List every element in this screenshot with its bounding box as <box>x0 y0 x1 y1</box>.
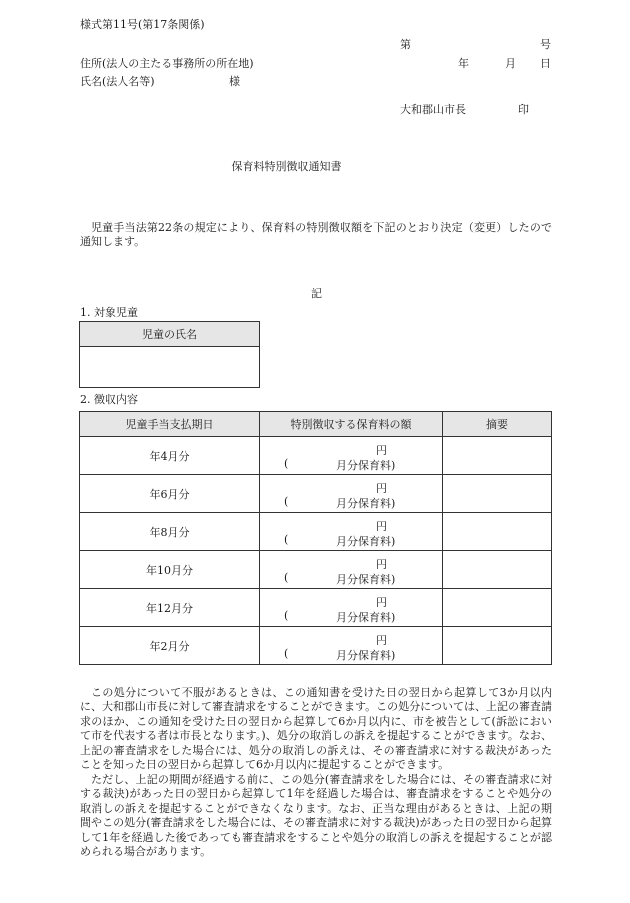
table-row <box>80 589 552 627</box>
amount-header: 特別徴収する保育料の額 <box>260 412 443 437</box>
paren-open: ( <box>284 608 289 622</box>
number-go-label: 号 <box>540 38 551 51</box>
ki-label: 記 <box>311 287 322 300</box>
seal-label: 印 <box>518 103 529 116</box>
amount-cell[interactable] <box>260 627 443 665</box>
yen-label: 円 <box>376 443 387 457</box>
date-day-label: 日 <box>540 57 551 70</box>
payment-date-header: 児童手当支払期日 <box>80 412 260 437</box>
month-label: 月分保育料) <box>336 610 396 624</box>
yen-label: 円 <box>376 595 387 609</box>
amount-cell[interactable] <box>260 551 443 589</box>
month-label: 月分保育料) <box>336 496 396 510</box>
yen-label: 円 <box>376 481 387 495</box>
remarks-cell[interactable] <box>443 437 552 475</box>
table-row <box>80 513 552 551</box>
intro-text: 児童手当法第22条の規定により、保育料の特別徴収額を下記のとおり決定（変更）したので通知します。 <box>80 221 552 249</box>
name-label: 氏名(法人名等) <box>80 75 155 88</box>
month-label: 月分保育料) <box>336 534 396 548</box>
amount-cell[interactable] <box>260 437 443 475</box>
table-row <box>80 551 552 589</box>
yen-label: 円 <box>376 557 387 571</box>
section1-heading: 1. 対象児童 <box>80 306 138 319</box>
remarks-cell[interactable] <box>443 627 552 665</box>
period-cell: 年2月分 <box>80 627 260 665</box>
honorific-sama: 様 <box>229 75 240 88</box>
collection-table <box>79 411 552 665</box>
period-cell: 年4月分 <box>80 437 260 475</box>
table-row <box>80 437 552 475</box>
paren-open: ( <box>284 456 289 470</box>
month-label: 月分保育料) <box>336 458 396 472</box>
table-row <box>80 627 552 665</box>
section2-heading: 2. 徴収内容 <box>80 393 138 406</box>
mayor-label: 大和郡山市長 <box>400 103 466 116</box>
remarks-cell[interactable] <box>443 589 552 627</box>
child-name-header: 児童の氏名 <box>80 322 260 347</box>
address-label: 住所(法人の主たる事務所の所在地) <box>80 57 254 70</box>
paren-open: ( <box>284 532 289 546</box>
page-title: 保育料特別徴収通知書 <box>231 160 342 173</box>
paren-open: ( <box>284 646 289 660</box>
yen-label: 円 <box>376 519 387 533</box>
amount-cell[interactable] <box>260 513 443 551</box>
notice-paragraph-1: この処分について不服があるときは、この通知書を受けた日の翌日から起算して3か月以内に、大和郡山市長に対して審査請求をすることができます。この処分については、上記の審査請求のほか、この通知を受けた日の翌日から起算して6か月以内に、市を被告として(訴訟において市を代表する者は市長となります。)、処分の取消しの訴えを提起することができます。なお、上記の審査請求をした場合には、処分の取消しの訴えは、その審査請求に対する裁決があったことを知った日の翌日から起算して6か月以内に提起することができます。 <box>80 686 552 772</box>
period-cell: 年12月分 <box>80 589 260 627</box>
date-month-label: 月 <box>505 57 516 70</box>
number-dai-label: 第 <box>400 38 411 51</box>
remarks-cell[interactable] <box>443 475 552 513</box>
month-label: 月分保育料) <box>336 648 396 662</box>
amount-cell[interactable] <box>260 589 443 627</box>
yen-label: 円 <box>376 633 387 647</box>
notice-paragraph-2: ただし、上記の期間が経過する前に、この処分(審査請求をした場合には、その審査請求に対する裁決)があった日の翌日から起算して1年を経過した場合は、審査請求をすることや処分の取消しの訴えを提起することができなくなります。なお、正当な理由があるときは、上記の期間やこの処分(審査請求をした場合には、その審査請求に対する裁決)があった日の翌日から起算して1年を経過した後であっても審査請求をすることや処分の取消しの訴えを提起することが認められる場合があります。 <box>80 773 552 859</box>
child-table <box>79 321 260 388</box>
period-cell: 年6月分 <box>80 475 260 513</box>
remarks-cell[interactable] <box>443 551 552 589</box>
paren-open: ( <box>284 494 289 508</box>
table-row <box>80 475 552 513</box>
form-number: 様式第11号(第17条関係) <box>80 18 205 31</box>
paren-open: ( <box>284 570 289 584</box>
remarks-header: 摘要 <box>443 412 552 437</box>
date-year-label: 年 <box>458 57 469 70</box>
period-cell: 年8月分 <box>80 513 260 551</box>
period-cell: 年10月分 <box>80 551 260 589</box>
remarks-cell[interactable] <box>443 513 552 551</box>
child-name-cell[interactable] <box>80 347 260 388</box>
month-label: 月分保育料) <box>336 572 396 586</box>
amount-cell[interactable] <box>260 475 443 513</box>
